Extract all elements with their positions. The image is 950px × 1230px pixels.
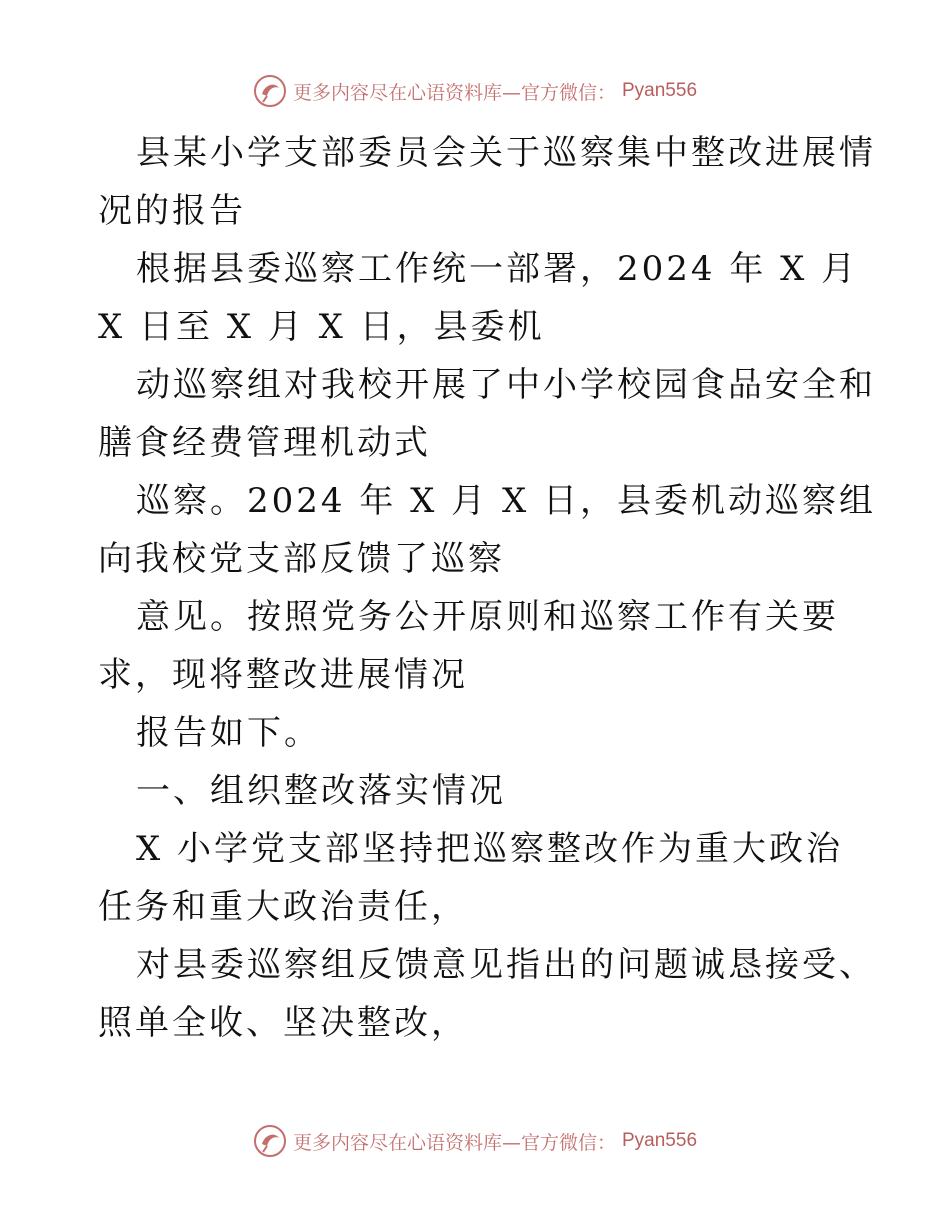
document-title: 县某小学支部委员会关于巡察集中整改进展情况的报告 (98, 133, 876, 231)
document-body (98, 124, 878, 1052)
paragraph: X 小学党支部坚持把巡察整改作为重大政治任务和重大政治责任， (98, 829, 844, 927)
paragraph: 动巡察组对我校开展了中小学校园食品安全和膳食经费管理机动式 (98, 365, 876, 463)
header-watermark (0, 74, 950, 108)
watermark-wechat-id: Pyan556 (622, 80, 698, 101)
paragraph: 巡察。2024 年 X 月 X 日，县委机动巡察组向我校党支部反馈了巡察 (98, 481, 876, 579)
rose-logo-icon (253, 74, 287, 108)
footer-watermark (0, 1124, 950, 1158)
watermark-wechat-id: Pyan556 (622, 1130, 698, 1151)
section-heading: 一、组织整改落实情况 (136, 771, 506, 811)
paragraph: 报告如下。 (136, 713, 321, 753)
paragraph: 对县委巡察组反馈意见指出的问题诚恳接受、照单全收、坚决整改， (98, 945, 876, 1043)
watermark-text: 更多内容尽在心语资料库—官方微信： (292, 1131, 616, 1154)
paragraph: 根据县委巡察工作统一部署，2024 年 X 月 X 日至 X 月 X 日，县委机 (98, 249, 859, 347)
watermark-text: 更多内容尽在心语资料库—官方微信： (292, 81, 616, 104)
paragraph: 意见。按照党务公开原则和巡察工作有关要求，现将整改进展情况 (98, 597, 839, 695)
rose-logo-icon (253, 1124, 287, 1158)
